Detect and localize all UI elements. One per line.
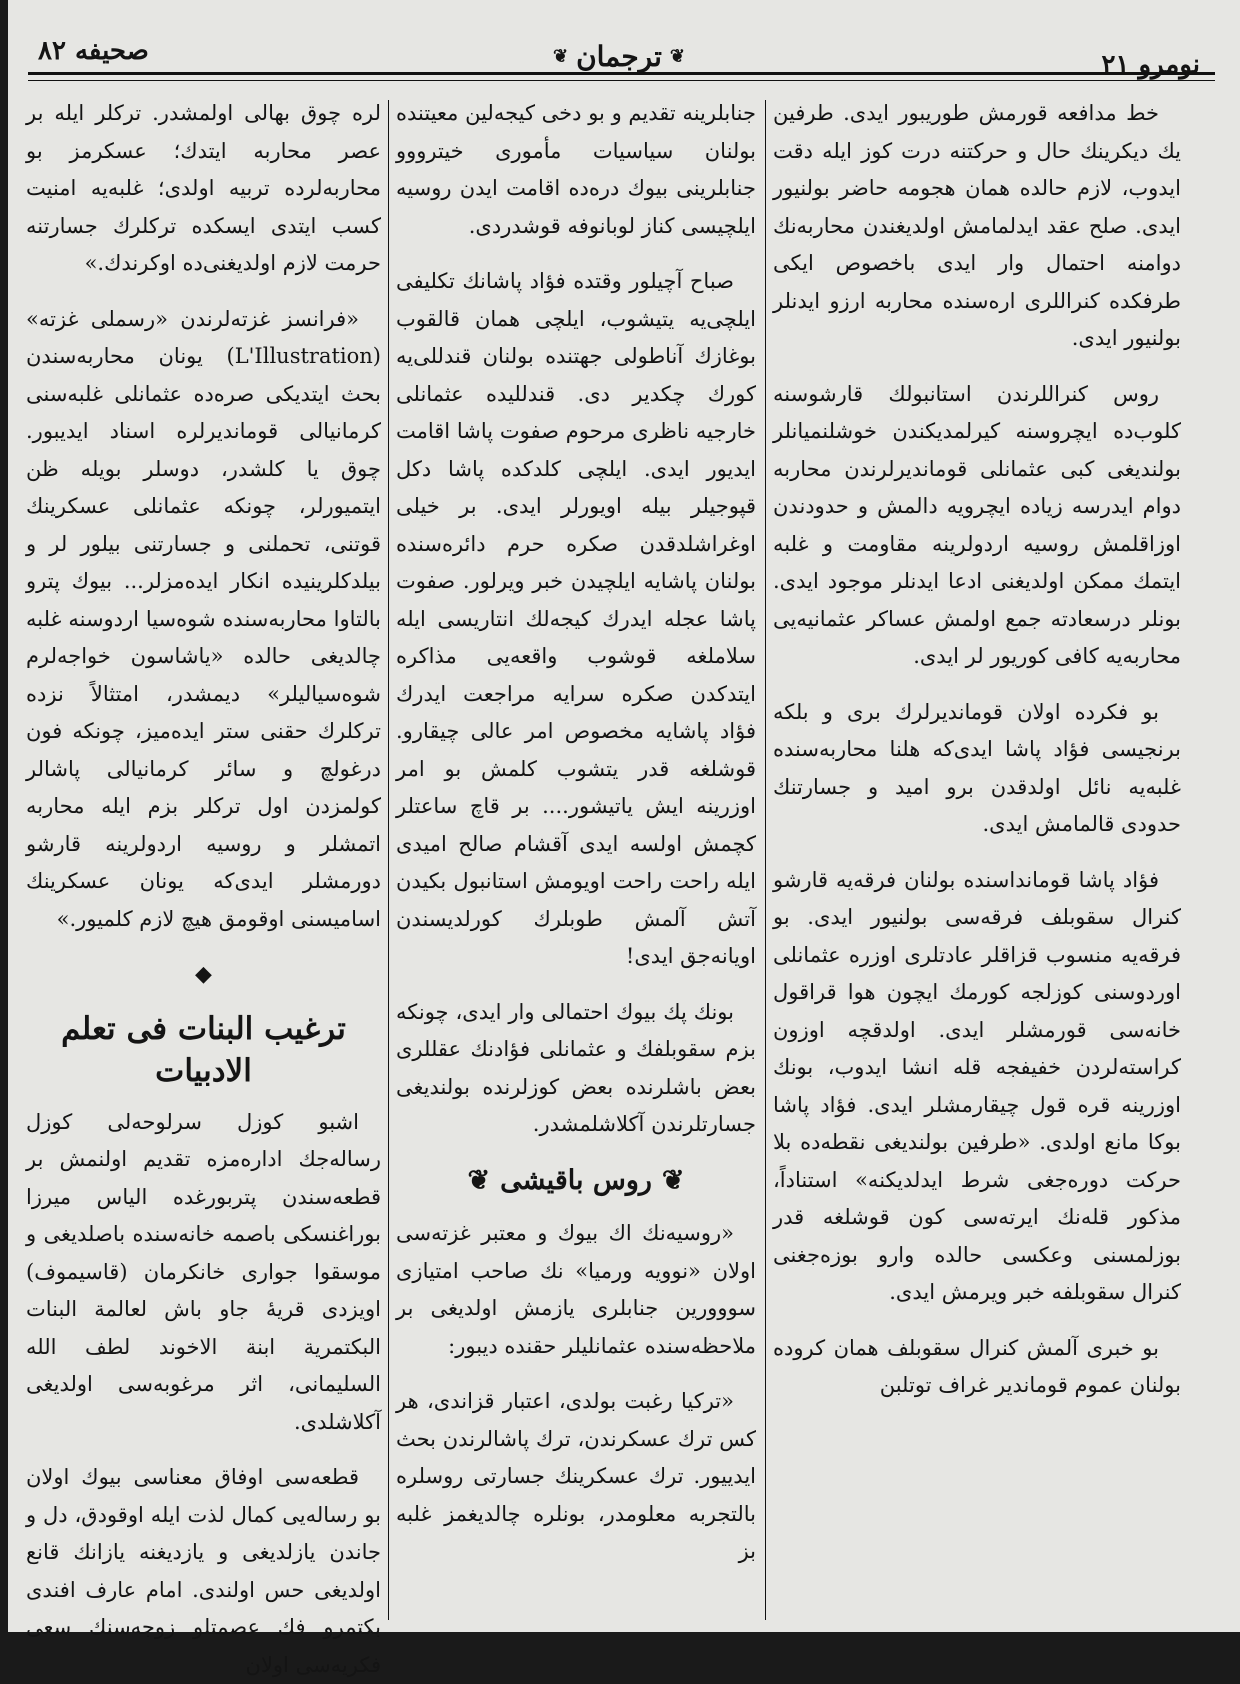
ornament-icon: ❦ (467, 1164, 491, 1196)
section-divider (26, 956, 381, 994)
paragraph: اشبو كوزل سرلوحه‌لی كوزل رساله‌جك اداره‌مزه تقدیم اولنمش بر قطعه‌سندن پتربورغده الیاس میرزا بوراغنسكی باصمه خانه‌سنده باصلدیغی و موسقوا جواری خانكرمان (قاسیموف) اویزدی قریهٔ جاو باش لعالمة البنات البكتمرية ابنة الاخوند لطف الله السليمانى، اثر مرغوبه‌سی اولدیغی آكلاشلدی. (26, 1109, 381, 1434)
paragraph: صباح آچیلور وقتده فؤاد پاشانك تكلیفی ایلچی‌یه یتیشوب، ایلچی همان قالقوب بوغازك آناطولی جهتنده بولنان قندللی‌یه كورك چكدیر دی. قندللیده عثمانلی خارجیه ناظری مرحوم صفوت پاشا اقامت ایدیور ایدی. ایلچی كلدكده پاشا دكل قپوجیلر بیله اویورلر ایدی. بر خیلی اوغراشلدقدن صكره حرم دائره‌سنده بولنان پاشایه ایلچیدن خبر ویرلور. صفوت پاشا عجله ایدرك كیجه‌لك انتاریسی ایله سلاملغه قوشوب واقعه‌یی مذاكره ایتدكدن صكره سرایه مراجعت ایدرك فؤاد پاشایه مخصوص امر عالی چیقارو. قوشلغه قدر یتشوب كلمش بو امر اوزرینه ایش یاتیشور.... بر قاچ ساعتلر كچمش اولسه ایدی آقشام صالح امیدی ایله راحت راحت اویومش استانبول بكیدن آتش آلمش طوبلرك كورلدیسندن اویانه‌جق ایدی! (396, 269, 756, 968)
column-middle (396, 95, 756, 1620)
header-rule (28, 72, 1215, 75)
paragraph: بو فكرده اولان قوماندیرلرك بری و بلكه برنجیسی فؤاد پاشا ایدی‌كه هلنا محاربه‌سنده غلبه‌یه نائل اولدقدن برو امید و جسارتنك حدودی قالمامش ایدی. (773, 699, 1181, 836)
article-heading: ترغیب البنات فی تعلم الادبیات (61, 1010, 346, 1089)
paragraph: قطعه‌سی اوفاق معناسی بیوك اولان بو رساله‌یی كمال لذت ایله اوقودق، دل و جاندن یازلدیغی و یازدیغنه یازانك قانع اولدیغی حس اولندی. امام عارف افندی بكتمرو فك عصمتلو زوجه‌سنك سعی فكریه‌سی اولان (26, 1465, 381, 1677)
paragraph: «روسیه‌نك اك بیوك و معتبر غزته‌سی اولان «نوویه ورمیا» نك صاحب امتیازی سووورین جنابلری یازمش اولدیغی بر ملاحظه‌سنده عثمانلیلر حقنده دیبور: (396, 1221, 756, 1358)
header-rule-thin (28, 80, 1215, 81)
section-heading (396, 1162, 756, 1200)
paragraph: «تركیا رغبت بولدی، اعتبار قزاندی، هر كس ترك عسكرندن، ترك پاشالرندن بحث ایدییور. ترك عسكرینك جسارتی روسلره بالتجربه معلومدر، بونلره چالدیغمز غلبه بز (396, 1389, 756, 1563)
column-divider (765, 100, 766, 1620)
paragraph: فؤاد پاشا قومانداسنده بولنان فرقه‌یه قارشو كنرال سقوبلف فرقه‌سی بولنیور ایدی. بو فرقه‌یه منسوب قزاقلر عادتلری اوزره عثمانلی اوردوسنی كوزلجه كورمك ایچون هوا قراقول خانه‌سی قورمشلر ایدی. اولدقچه اوزون كراسته‌لردن خفیفجه قله انشا ایدوب، بونك اوزرینه قره قول چیقارمشلر ایدی. فؤاد پاشا بوكا مانع اولدی. «طرفین بولندیغی نقطه‌ده بلا حركت دوره‌جغی شرط ایدلدیكنه» استناداً، مذكور قله‌نك ایرته‌سی كون قوشلغه قدر بوزلمسنی وعكسی حالده وارو بوزه‌جغنی كنرال سقوبلفه خبر ویرمش ایدی. (773, 867, 1181, 1304)
newspaper-title (553, 40, 685, 73)
paragraph: جنابلرینه تقدیم و بو دخی كیجه‌لین معیتنده بولنان سیاسیات مأموری خیترووو جنابلرینی بیوك دره‌ده اقامت ایدن روسیه ایلچیسی كناز لوبانوفه قوشدردی. (396, 101, 756, 238)
divider-diamond-icon: ◆ (195, 962, 212, 987)
column-right (773, 95, 1181, 1620)
paragraph: «فرانسز غزته‌لرندن «رسملی غزته» (L'Illustration) یونان محاربه‌سندن بحث ایتدیكی صره‌ده عثمانلی غلبه‌سنی كرمانیالی قوماندیرلره اسناد ایدیبور. چوق یا كلشدر، دوسلر بویله ظن ایتمیورلر، چونكه عثمانلی عسكرینك قوتنی، تحملنی و جسارتنی بیلور لر و بیلدكلرینیده انكار ایده‌مزلر... بیوك پترو بالتاوا محاربه‌سنده شوه‌سیا اردوسنه غلبه چالدیغی حالده «یاشاسون خواجه‌لرم شوه‌سیالیلر» دیمشدر، امتثالاً نزده تركلرك حقنی ستر ایده‌میز، چونكه فون درغولچ و سائر كرمانیالی پاشالر كولمزدن اول تركلر بزم ایله محاربه اتمشلر و روسیه اردولرینه قارشو دورمشلر ایدی‌كه یونان عسكرینك اسامیسنی اوقومق هیچ لازم كلمیور.» (26, 306, 381, 931)
newspaper-title-text: ترجمان (576, 40, 662, 73)
paragraph: بو خبری آلمش كنرال سقوبلف همان كروده بولنان عموم قوماندیر غراف توتلبن (773, 1335, 1181, 1397)
column-left (26, 95, 381, 1677)
paragraph: خط مدافعه قورمش طوریبور ایدی. طرفین یك دیكرینك حال و حركتنه درت كوز ایله دقت ایدوب، لازم حالده همان هجومه حاضر بولنیور ایدی. صلح عقد ایدلمامش اولدیغندن محاربه‌نك دوامنه احتمال وار ایدی باخصوص ایكی طرفكده كنراللری اره‌سنده محاربه ارزو ایدنلر بولنیور ایدی. (773, 101, 1181, 350)
ornament-icon: ❦ (661, 1164, 685, 1196)
paragraph: بونك پك بیوك احتمالی وار ایدی، چونكه بزم سقوبلفك و عثمانلی فؤادنك عقللری بعض باشلرنده بعض كوزلرنده بولندیغی جسارتلرندن آكلاشلمشدر. (396, 999, 756, 1136)
issue-number: نومرو ۲۱ (1101, 50, 1200, 80)
column-divider (388, 100, 389, 1620)
newspaper-page (8, 0, 1240, 1677)
section-heading-text: روس باقیشی (500, 1164, 652, 1196)
ornament-icon: ❦ (552, 46, 569, 67)
paragraph: لره چوق بهالی اولمشدر. تركلر ایله بر عصر محاربه ایتدك؛ عسكرمز بو محاربه‌لرده تربیه اولدی؛ غلبه‌یه امنیت كسب ایتدی ایسكده تركلرك جسارتنه حرمت لازم اولدیغنی‌ده اوكرندك.» (26, 101, 381, 275)
page-number: صحیفه ۸۲ (38, 36, 149, 66)
ornament-icon: ❦ (669, 46, 686, 67)
paragraph: روس كنراللرندن استانبولك قارشوسنه كلوب‌ده ایچروسنه كیرلمدیكندن خوشلنمیانلر بولندیغی كبی عثمانلی قوماندیرلرندن محاربه دوام ایدرسه زیاده ایچرویه دالمش و حدودندن اوزاقلمش روسیه اردولرینه مقاومت و غلبه ایتمك ممكن اولدیغنی ادعا ایدنلر موجود ایدی. بونلر درسعادته جمع اولمش عساكر عثمانیه‌یی محاربه‌یه كافی كوریور لر ایدی. (773, 381, 1181, 668)
